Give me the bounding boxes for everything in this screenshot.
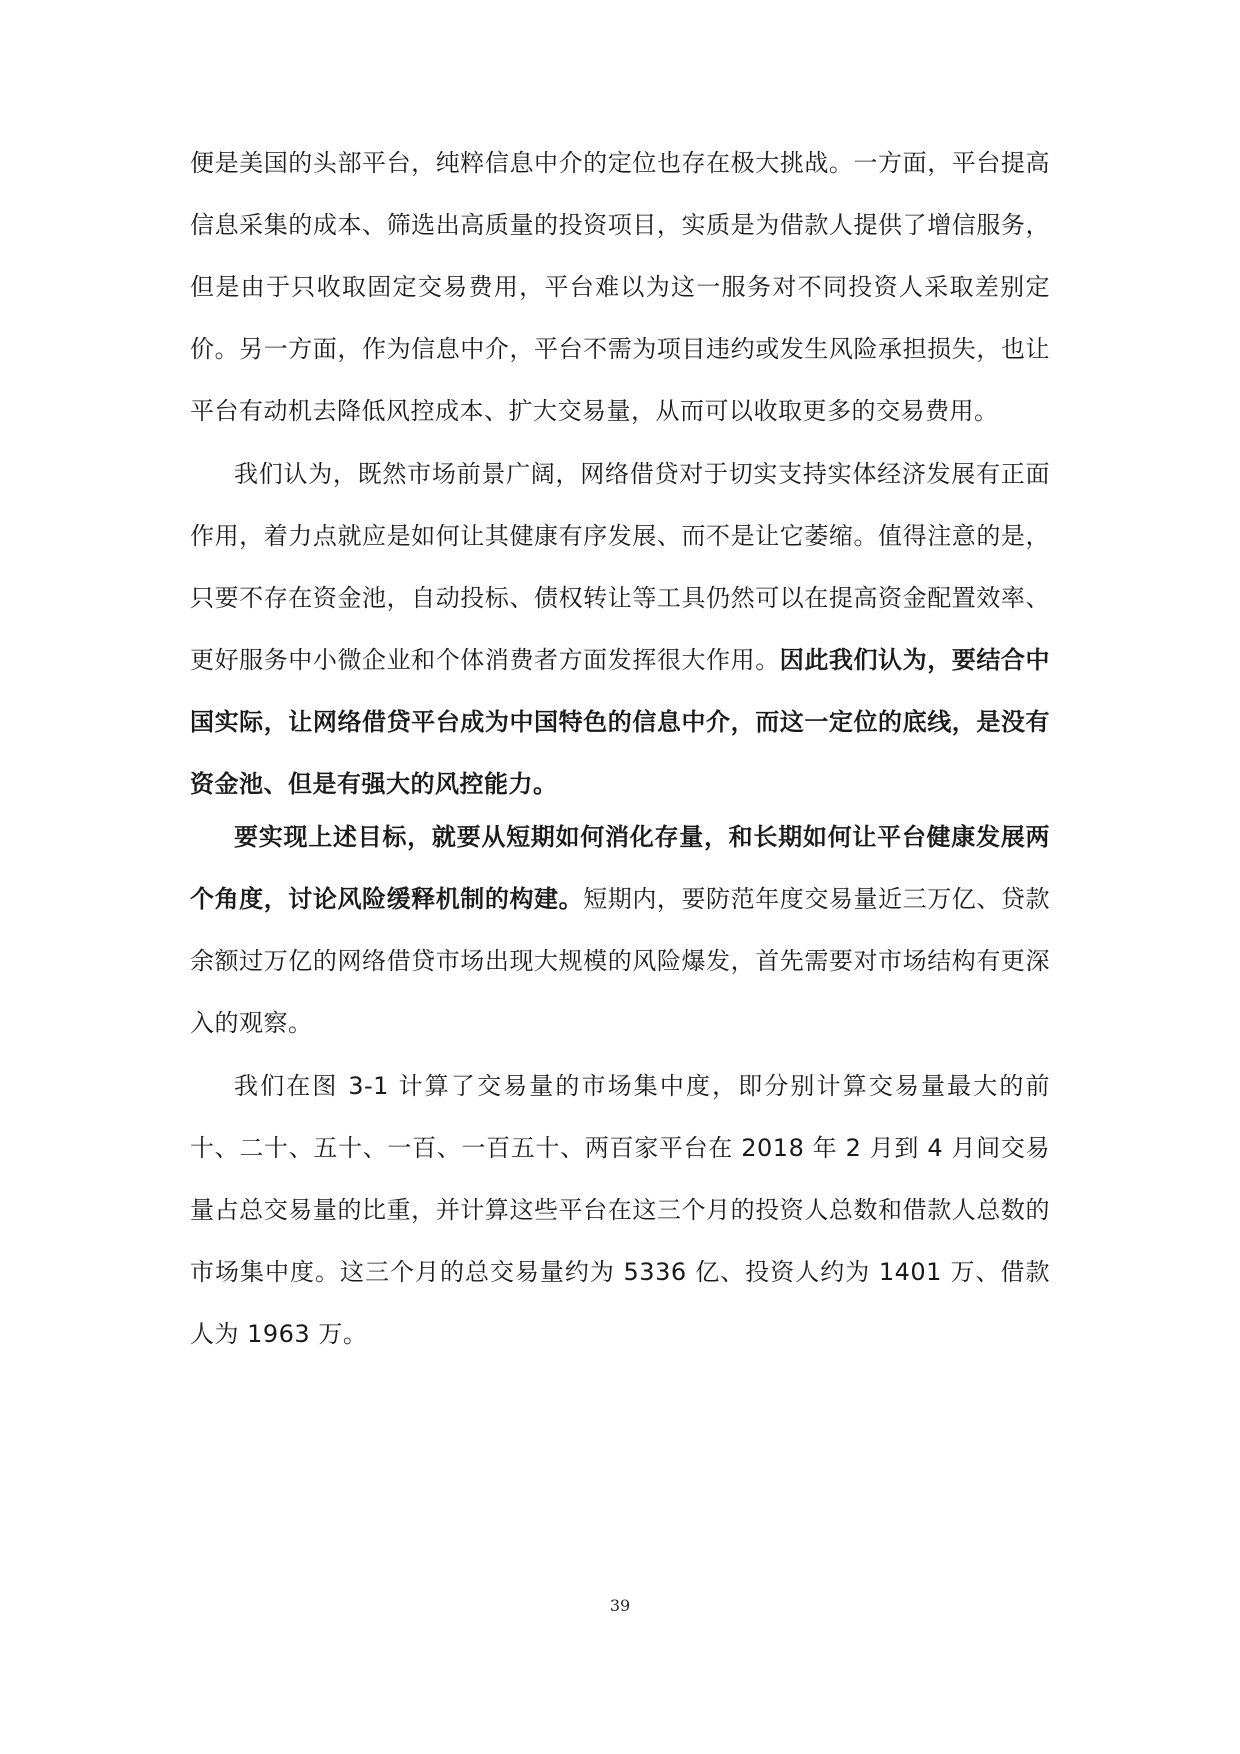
paragraph-platform-challenge: [190, 132, 1050, 442]
paragraph-bold-conclusion: 因此我们认为，要结合中国实际，让网络借贷平台成为中国特色的信息中介，而这一定位的底线，是没有资金池、但是有强大的风控能力。: [190, 646, 1051, 798]
paragraph-text: 短期内，要防范年度交易量近三万亿、贷款余额过万亿的网络借贷市场出现大规模的风险爆发，首先需要对市场结构有更深入的观察。: [190, 885, 1051, 1037]
paragraph-text: 我们在图 3-1 计算了交易量的市场集中度，即分别计算交易量最大的前十、二十、五十、一百、一百五十、两百家平台在 2018 年 2 月到 4 月间交易量占总交易量的比重，并计算这些平台在这三个月的投资人总数和借款人总数的市场集中度。这三个月的总交易量约为 5336 亿、投资人约为 1401 万、借款人为 1963 万。: [190, 1072, 1050, 1348]
page-number: 39: [609, 1596, 631, 1615]
paragraph-risk-mitigation: [190, 806, 1050, 1054]
paragraph-text: 便是美国的头部平台，纯粹信息中介的定位也存在极大挑战。一方面，平台提高信息采集的成本、筛选出高质量的投资项目，实质是为借款人提供了增信服务，但是由于只收取固定交易费用，平台难以为这一服务对不同投资人采取差别定价。另一方面，作为信息中介，平台不需为项目违约或发生风险承担损失，也让平台有动机去降低风控成本、扩大交易量，从而可以收取更多的交易费用。: [190, 149, 1050, 425]
paragraph-our-view: [190, 443, 1050, 815]
paragraph-bold-goal: 要实现上述目标，就要从短期如何消化存量，和长期如何让平台健康发展两个角度，讨论风险缓释机制的构建。: [190, 823, 1050, 913]
paragraph-text: 我们认为，既然市场前景广阔，网络借贷对于切实支持实体经济发展有正面作用，着力点就应是如何让其健康有序发展、而不是让它萎缩。值得注意的是，只要不存在资金池，自动投标、债权转让等工具仍然可以在提高资金配置效率、更好服务中小微企业和个体消费者方面发挥很大作用。: [190, 460, 1050, 674]
paragraph-market-concentration: [190, 1055, 1050, 1365]
